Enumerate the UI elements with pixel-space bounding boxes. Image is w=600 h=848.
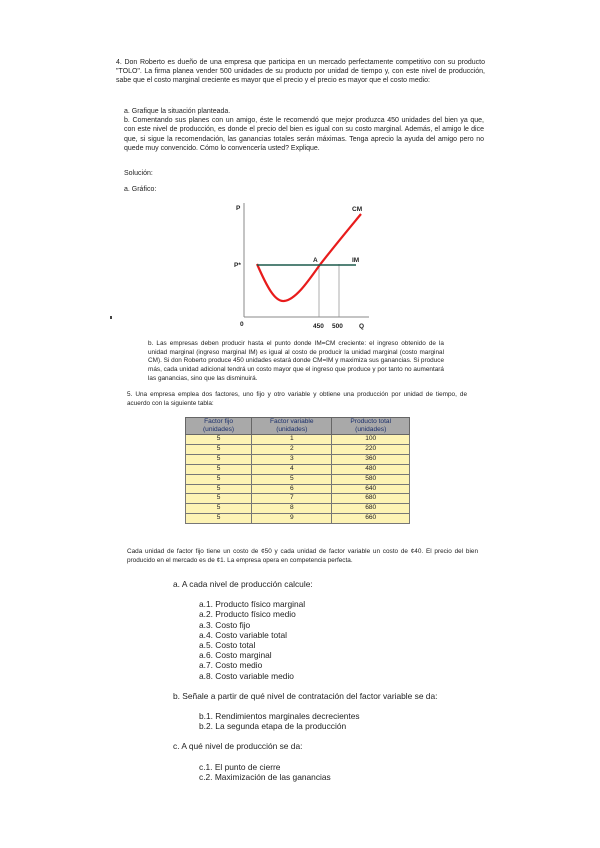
cell: 4 <box>252 464 332 474</box>
origin-label: 0 <box>240 321 244 328</box>
cell: 680 <box>332 494 410 504</box>
table-row <box>186 454 410 464</box>
questions-block <box>173 579 473 782</box>
table-row <box>186 464 410 474</box>
header-factor-fijo: Factor fijo (unidades) <box>186 418 252 435</box>
price-label: P* <box>234 262 241 269</box>
question-b-list <box>173 711 473 731</box>
list-item: b.1. Rendimientos marginales decrecientes <box>199 711 360 722</box>
problem-4-intro <box>116 58 485 86</box>
cell: 580 <box>332 474 410 484</box>
list-item: a.7. Costo medio <box>199 660 263 671</box>
problem-5-intro <box>127 391 467 408</box>
cell: 1 <box>252 435 332 445</box>
cell: 3 <box>252 454 332 464</box>
question-b-title: b. Señale a partir de qué nivel de contratación del factor variable se da: <box>173 690 438 701</box>
cell: 5 <box>186 494 252 504</box>
table-row <box>186 484 410 494</box>
answer-b <box>148 340 444 384</box>
table-row <box>186 514 410 524</box>
list-item: c.2. Maximización de las ganancias <box>199 771 331 782</box>
cell: 6 <box>252 484 332 494</box>
problem-5-costs <box>127 548 478 565</box>
table-row <box>186 444 410 454</box>
im-label: IM <box>352 257 360 264</box>
problem-4-item-b: b. Comentando sus planes con un amigo, éste le recomendó que mejor produzca 450 unidades del bien ya que, con este nivel de producción, es donde el precio del bien es igual con su costo marginal. Además, el amigo le dice que, si sigue la recomendación, las ganancias totales serán máximas. Tenga aprecio la ayuda del amigo pero no quede muy convencido. Cómo lo convencería usted? Explique. <box>124 117 484 152</box>
cell: 100 <box>332 435 410 445</box>
table-row <box>186 435 410 445</box>
cell: 480 <box>332 464 410 474</box>
production-table <box>185 417 410 524</box>
list-item: a.1. Producto físico marginal <box>199 599 306 610</box>
table-row <box>186 504 410 514</box>
y-axis-label: P <box>236 205 241 212</box>
graph-label: a. Gráfico: <box>124 186 157 193</box>
list-item: c.1. El punto de cierre <box>199 761 281 772</box>
cell: 8 <box>252 504 332 514</box>
cell: 9 <box>252 514 332 524</box>
cost-revenue-graph <box>229 197 375 335</box>
stray-mark <box>110 316 112 319</box>
cell: 5 <box>186 435 252 445</box>
problem-4-statement: 4. Don Roberto es dueño de una empresa que participa en un mercado perfectamente competitivo con su producto "TOLO". La firma planea vender 500 unidades de su producto por unidad de tiempo y, con este nivel de producción, sabe que el costo marginal creciente es mayor que el precio y el precio es mayor que el costo medio: <box>116 59 485 85</box>
problem-4-items <box>124 107 484 153</box>
question-c-list <box>173 762 473 782</box>
table-row <box>186 474 410 484</box>
cell: 5 <box>186 474 252 484</box>
table-row <box>186 494 410 504</box>
header-factor-variable: Factor variable (unidades) <box>252 418 332 435</box>
cell: 5 <box>186 464 252 474</box>
list-item: a.6. Costo marginal <box>199 650 272 661</box>
problem-5-statement: 5. Una empresa emplea dos factores, uno fijo y otro variable y obtiene una producción por unidad de tiempo, de acuerdo con la siguiente tabla: <box>127 391 467 407</box>
problem-4-item-a: a. Grafique la situación planteada. <box>124 108 231 115</box>
table-header-row <box>186 418 410 435</box>
cell: 2 <box>252 444 332 454</box>
problem-5-cost-text: Cada unidad de factor fijo tiene un costo de ¢50 y cada unidad de factor variable un costo de ¢40. El precio del bien producido en el mercado es de ¢1. La empresa opera en competencia perfecta. <box>127 548 478 564</box>
cell: 5 <box>252 474 332 484</box>
cm-curve <box>257 214 361 301</box>
list-item: a.4. Costo variable total <box>199 629 287 640</box>
question-a-title: a. A cada nivel de producción calcule: <box>173 579 313 589</box>
cell: 5 <box>186 444 252 454</box>
tick-500: 500 <box>332 323 343 330</box>
cell: 360 <box>332 454 410 464</box>
solution-label: Solución: <box>124 170 153 177</box>
cell: 660 <box>332 514 410 524</box>
answer-b-text: b. Las empresas deben producir hasta el punto donde IM=CM creciente: el ingreso obtenido de la unidad marginal (ingreso marginal IM) es igual al costo de producir la unidad marginal (costo marginal CM). Si don Roberto produce 450 unidades estará donde CM=IM y maximiza sus ganancias. Si produce más, cada unidad adicional tendrá un costo mayor que el ingreso que produce y por tanto no aumentará las ganancias, sino que las disminuirá. <box>148 340 444 382</box>
cell: 5 <box>186 454 252 464</box>
tick-450: 450 <box>313 323 324 330</box>
cm-label: CM <box>352 206 363 213</box>
list-item: a.5. Costo total <box>199 640 256 651</box>
list-item: a.3. Costo fijo <box>199 619 251 630</box>
cell: 5 <box>186 514 252 524</box>
cell: 5 <box>186 484 252 494</box>
x-axis-label: Q <box>359 323 365 330</box>
cell: 640 <box>332 484 410 494</box>
header-producto-total: Producto total (unidades) <box>332 418 410 435</box>
cell: 7 <box>252 494 332 504</box>
question-c-title: c. A qué nivel de producción se da: <box>173 741 303 752</box>
list-item: b.2. La segunda etapa de la producción <box>199 721 347 732</box>
point-a-label: A <box>313 257 318 264</box>
list-item: a.2. Producto físico medio <box>199 609 296 620</box>
cell: 220 <box>332 444 410 454</box>
cell: 5 <box>186 504 252 514</box>
cell: 680 <box>332 504 410 514</box>
question-a-list <box>173 599 473 681</box>
list-item: a.8. Costo variable medio <box>199 670 294 681</box>
